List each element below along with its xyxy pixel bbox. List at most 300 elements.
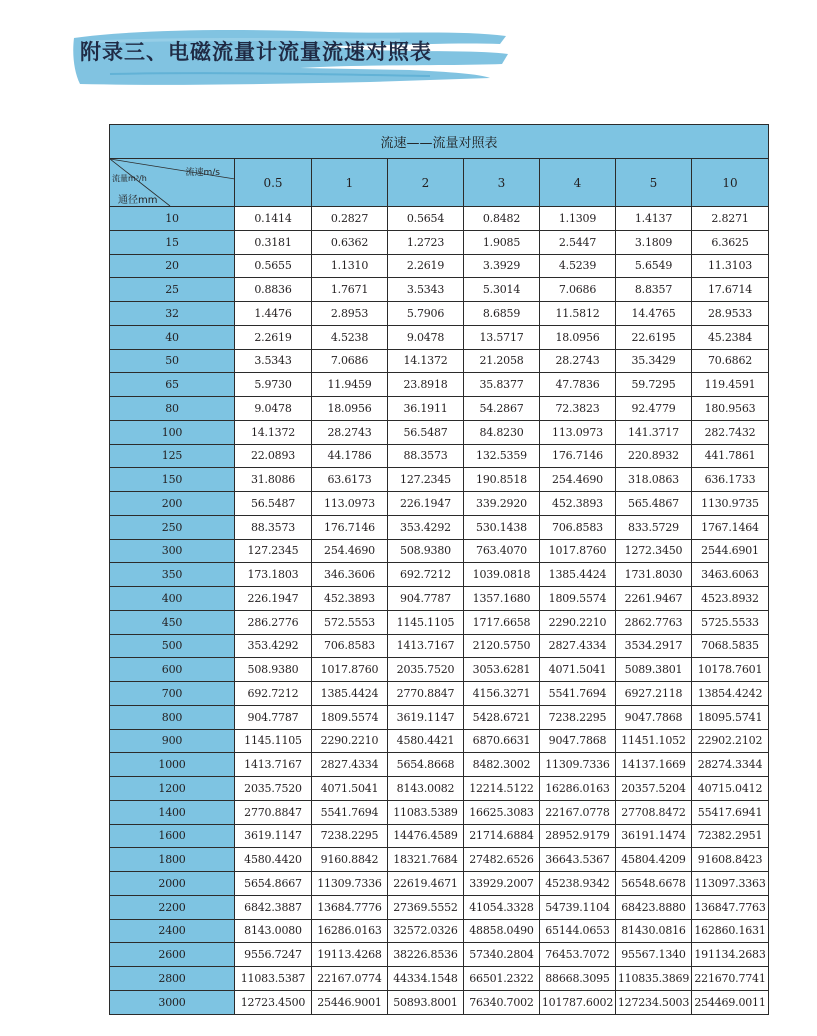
flow-value-cell: 25446.9001: [312, 990, 388, 1014]
flow-value-cell: 8.8357: [616, 278, 692, 302]
flow-value-cell: 18321.7684: [388, 848, 464, 872]
table-row: [110, 705, 769, 729]
flow-value-cell: 95567.1340: [616, 943, 692, 967]
flow-value-cell: 84.8230: [464, 420, 540, 444]
flow-value-cell: 16286.0163: [312, 919, 388, 943]
flow-value-cell: 904.7787: [388, 587, 464, 611]
flow-value-cell: 22167.0774: [312, 967, 388, 991]
flow-velocity-table: [109, 124, 769, 1015]
flow-value-cell: 3534.2917: [616, 634, 692, 658]
flow-value-cell: 1.9085: [464, 230, 540, 254]
flow-value-cell: 88668.3095: [540, 967, 616, 991]
flow-value-cell: 11083.5389: [388, 800, 464, 824]
table-row: [110, 634, 769, 658]
diameter-cell: 50: [110, 349, 235, 373]
flow-value-cell: 1.2723: [388, 230, 464, 254]
flow-value-cell: 63.6173: [312, 468, 388, 492]
flow-value-cell: 21.2058: [464, 349, 540, 373]
flow-value-cell: 1.4476: [235, 302, 312, 326]
flow-value-cell: 2770.8847: [235, 800, 312, 824]
flow-value-cell: 41054.3328: [464, 895, 540, 919]
diameter-cell: 1000: [110, 753, 235, 777]
flow-value-cell: 5.9730: [235, 373, 312, 397]
diameter-cell: 600: [110, 658, 235, 682]
flow-value-cell: 9047.7868: [540, 729, 616, 753]
flow-value-cell: 5.7906: [388, 302, 464, 326]
table-row: [110, 777, 769, 801]
flow-value-cell: 508.9380: [388, 539, 464, 563]
flow-value-cell: 508.9380: [235, 658, 312, 682]
table-row: [110, 824, 769, 848]
flow-value-cell: 44.1786: [312, 444, 388, 468]
flow-value-cell: 56.5487: [388, 420, 464, 444]
corner-diameter-label: 通径mm: [118, 195, 158, 206]
flow-value-cell: 136847.7763: [692, 895, 769, 919]
flow-value-cell: 226.1947: [235, 587, 312, 611]
flow-value-cell: 14137.1669: [616, 753, 692, 777]
diameter-cell: 800: [110, 705, 235, 729]
diameter-cell: 350: [110, 563, 235, 587]
flow-value-cell: 21714.6884: [464, 824, 540, 848]
flow-value-cell: 54739.1104: [540, 895, 616, 919]
table-row: [110, 990, 769, 1014]
flow-value-cell: 18095.5741: [692, 705, 769, 729]
flow-value-cell: 88.3573: [388, 444, 464, 468]
table-row: [110, 872, 769, 896]
flow-value-cell: 27708.8472: [616, 800, 692, 824]
flow-value-cell: 1809.5574: [540, 587, 616, 611]
flow-value-cell: 113.0973: [540, 420, 616, 444]
flow-value-cell: 65144.0653: [540, 919, 616, 943]
flow-value-cell: 113.0973: [312, 492, 388, 516]
diameter-cell: 1600: [110, 824, 235, 848]
flow-value-cell: 35.8377: [464, 373, 540, 397]
flow-value-cell: 14.4765: [616, 302, 692, 326]
flow-value-cell: 7068.5835: [692, 634, 769, 658]
flow-value-cell: 692.7212: [388, 563, 464, 587]
flow-value-cell: 19113.4268: [312, 943, 388, 967]
flow-value-cell: 339.2920: [464, 492, 540, 516]
table-row: [110, 919, 769, 943]
diameter-cell: 300: [110, 539, 235, 563]
diameter-cell: 15: [110, 230, 235, 254]
table-row: [110, 682, 769, 706]
flow-value-cell: 0.8836: [235, 278, 312, 302]
flow-value-cell: 0.5655: [235, 254, 312, 278]
flow-value-cell: 22902.2102: [692, 729, 769, 753]
flow-value-cell: 45.2384: [692, 325, 769, 349]
flow-value-cell: 70.6862: [692, 349, 769, 373]
flow-value-cell: 1357.1680: [464, 587, 540, 611]
flow-value-cell: 1.1310: [312, 254, 388, 278]
flow-value-cell: 226.1947: [388, 492, 464, 516]
flow-value-cell: 13854.4242: [692, 682, 769, 706]
table-row: [110, 563, 769, 587]
flow-value-cell: 692.7212: [235, 682, 312, 706]
flow-value-cell: 35.3429: [616, 349, 692, 373]
flow-value-cell: 127234.5003: [616, 990, 692, 1014]
flow-value-cell: 441.7861: [692, 444, 769, 468]
flow-value-cell: 47.7836: [540, 373, 616, 397]
flow-value-cell: 4523.8932: [692, 587, 769, 611]
flow-value-cell: 18.0956: [312, 397, 388, 421]
flow-value-cell: 7.0686: [540, 278, 616, 302]
diameter-cell: 450: [110, 610, 235, 634]
flow-value-cell: 8.6859: [464, 302, 540, 326]
flow-value-cell: 318.0863: [616, 468, 692, 492]
flow-value-cell: 3.5343: [235, 349, 312, 373]
flow-value-cell: 1809.5574: [312, 705, 388, 729]
flow-value-cell: 6870.6631: [464, 729, 540, 753]
page-title: 附录三、电磁流量计流量流速对照表: [80, 40, 432, 64]
flow-value-cell: 11.9459: [312, 373, 388, 397]
table-row: [110, 492, 769, 516]
flow-value-cell: 8482.3002: [464, 753, 540, 777]
diameter-cell: 32: [110, 302, 235, 326]
table-row: [110, 943, 769, 967]
speed-header-cell: 4: [540, 159, 616, 207]
flow-value-cell: 11451.1052: [616, 729, 692, 753]
flow-value-cell: 833.5729: [616, 515, 692, 539]
flow-value-cell: 59.7295: [616, 373, 692, 397]
flow-value-cell: 1731.8030: [616, 563, 692, 587]
speed-header-cell: 2: [388, 159, 464, 207]
flow-value-cell: 2827.4334: [312, 753, 388, 777]
flow-value-cell: 1385.4424: [540, 563, 616, 587]
diameter-cell: 400: [110, 587, 235, 611]
flow-value-cell: 12723.4500: [235, 990, 312, 1014]
flow-value-cell: 1130.9735: [692, 492, 769, 516]
diameter-cell: 2200: [110, 895, 235, 919]
corner-flow-label: 流量m³/h: [112, 174, 147, 183]
flow-value-cell: 101787.6002: [540, 990, 616, 1014]
flow-value-cell: 1017.8760: [312, 658, 388, 682]
table-row: [110, 587, 769, 611]
flow-value-cell: 2.2619: [388, 254, 464, 278]
flow-value-cell: 28.2743: [540, 349, 616, 373]
flow-value-cell: 5428.6721: [464, 705, 540, 729]
flow-value-cell: 11083.5387: [235, 967, 312, 991]
table-row: [110, 397, 769, 421]
table-row: [110, 895, 769, 919]
flow-value-cell: 4580.4420: [235, 848, 312, 872]
diameter-cell: 1800: [110, 848, 235, 872]
flow-value-cell: 54.2867: [464, 397, 540, 421]
flow-value-cell: 56.5487: [235, 492, 312, 516]
table-row: [110, 373, 769, 397]
speed-header-cell: 5: [616, 159, 692, 207]
flow-value-cell: 23.8918: [388, 373, 464, 397]
flow-value-cell: 36191.1474: [616, 824, 692, 848]
flow-value-cell: 1717.6658: [464, 610, 540, 634]
diameter-cell: 20: [110, 254, 235, 278]
flow-value-cell: 113097.3363: [692, 872, 769, 896]
flow-value-cell: 254.4690: [312, 539, 388, 563]
flow-value-cell: 40715.0412: [692, 777, 769, 801]
flow-value-cell: 176.7146: [312, 515, 388, 539]
diameter-cell: 2600: [110, 943, 235, 967]
flow-value-cell: 14.1372: [235, 420, 312, 444]
flow-value-cell: 22.6195: [616, 325, 692, 349]
flow-value-cell: 2035.7520: [388, 658, 464, 682]
flow-value-cell: 16286.0163: [540, 777, 616, 801]
table-row: [110, 610, 769, 634]
flow-value-cell: 2.2619: [235, 325, 312, 349]
flow-value-cell: 22619.4671: [388, 872, 464, 896]
table-row: [110, 848, 769, 872]
flow-value-cell: 7238.2295: [540, 705, 616, 729]
flow-value-cell: 763.4070: [464, 539, 540, 563]
flow-value-cell: 3.1809: [616, 230, 692, 254]
table-row: [110, 729, 769, 753]
flow-value-cell: 3.3929: [464, 254, 540, 278]
flow-value-cell: 11309.7336: [312, 872, 388, 896]
flow-value-cell: 66501.2322: [464, 967, 540, 991]
speed-header-cell: 1: [312, 159, 388, 207]
flow-value-cell: 173.1803: [235, 563, 312, 587]
flow-value-cell: 127.2345: [235, 539, 312, 563]
flow-value-cell: 1145.1105: [235, 729, 312, 753]
flow-value-cell: 2862.7763: [616, 610, 692, 634]
flow-value-cell: 1145.1105: [388, 610, 464, 634]
flow-value-cell: 119.4591: [692, 373, 769, 397]
flow-value-cell: 4580.4421: [388, 729, 464, 753]
flow-value-cell: 33929.2007: [464, 872, 540, 896]
flow-value-cell: 452.3893: [540, 492, 616, 516]
flow-value-cell: 1.7671: [312, 278, 388, 302]
table-row: [110, 349, 769, 373]
flow-value-cell: 0.5654: [388, 207, 464, 231]
flow-value-cell: 282.7432: [692, 420, 769, 444]
flow-value-cell: 81430.0816: [616, 919, 692, 943]
speed-header-cell: 0.5: [235, 159, 312, 207]
flow-value-cell: 72.3823: [540, 397, 616, 421]
flow-value-cell: 12214.5122: [464, 777, 540, 801]
flow-value-cell: 2035.7520: [235, 777, 312, 801]
flow-value-cell: 68423.8880: [616, 895, 692, 919]
flow-value-cell: 9556.7247: [235, 943, 312, 967]
flow-value-cell: 706.8583: [540, 515, 616, 539]
flow-value-cell: 31.8086: [235, 468, 312, 492]
table-row: [110, 967, 769, 991]
flow-value-cell: 18.0956: [540, 325, 616, 349]
corner-speed-label: 流速m/s: [185, 168, 220, 178]
flow-value-cell: 1017.8760: [540, 539, 616, 563]
diameter-cell: 200: [110, 492, 235, 516]
table-row: [110, 278, 769, 302]
flow-value-cell: 5541.7694: [540, 682, 616, 706]
flow-value-cell: 3.5343: [388, 278, 464, 302]
flow-value-cell: 110835.3869: [616, 967, 692, 991]
flow-value-cell: 7.0686: [312, 349, 388, 373]
flow-value-cell: 6927.2118: [616, 682, 692, 706]
flow-value-cell: 28.2743: [312, 420, 388, 444]
flow-value-cell: 2120.5750: [464, 634, 540, 658]
flow-value-cell: 76340.7002: [464, 990, 540, 1014]
flow-value-cell: 13.5717: [464, 325, 540, 349]
flow-value-cell: 1385.4424: [312, 682, 388, 706]
flow-value-cell: 6842.3887: [235, 895, 312, 919]
speed-header-row: [110, 159, 769, 207]
table-row: [110, 468, 769, 492]
flow-value-cell: 11.5812: [540, 302, 616, 326]
flow-value-cell: 4071.5041: [540, 658, 616, 682]
flow-value-cell: 254469.0011: [692, 990, 769, 1014]
diameter-cell: 900: [110, 729, 235, 753]
flow-value-cell: 565.4867: [616, 492, 692, 516]
flow-value-cell: 44334.1548: [388, 967, 464, 991]
speed-header-cell: 10: [692, 159, 769, 207]
flow-value-cell: 55417.6941: [692, 800, 769, 824]
flow-value-cell: 2.8953: [312, 302, 388, 326]
table-row: [110, 207, 769, 231]
flow-value-cell: 180.9563: [692, 397, 769, 421]
flow-value-cell: 452.3893: [312, 587, 388, 611]
flow-value-cell: 221670.7741: [692, 967, 769, 991]
table-row: [110, 230, 769, 254]
flow-value-cell: 162860.1631: [692, 919, 769, 943]
flow-value-cell: 0.6362: [312, 230, 388, 254]
flow-value-cell: 20357.5204: [616, 777, 692, 801]
flow-value-cell: 0.2827: [312, 207, 388, 231]
flow-value-cell: 13684.7776: [312, 895, 388, 919]
table-row: [110, 254, 769, 278]
flow-value-cell: 191134.2683: [692, 943, 769, 967]
flow-value-cell: 0.8482: [464, 207, 540, 231]
diameter-cell: 25: [110, 278, 235, 302]
table-row: [110, 444, 769, 468]
table-row: [110, 515, 769, 539]
flow-value-cell: 88.3573: [235, 515, 312, 539]
flow-value-cell: 5541.7694: [312, 800, 388, 824]
flow-value-cell: 0.1414: [235, 207, 312, 231]
flow-value-cell: 16625.3083: [464, 800, 540, 824]
flow-value-cell: 1039.0818: [464, 563, 540, 587]
flow-value-cell: 45238.9342: [540, 872, 616, 896]
flow-value-cell: 572.5553: [312, 610, 388, 634]
flow-value-cell: 6.3625: [692, 230, 769, 254]
flow-value-cell: 190.8518: [464, 468, 540, 492]
flow-value-cell: 1413.7167: [235, 753, 312, 777]
table-row: [110, 800, 769, 824]
flow-value-cell: 10178.7601: [692, 658, 769, 682]
table-caption: 流速——流量对照表: [110, 125, 769, 159]
flow-value-cell: 8143.0080: [235, 919, 312, 943]
table-row: [110, 539, 769, 563]
flow-value-cell: 3053.6281: [464, 658, 540, 682]
diameter-cell: 700: [110, 682, 235, 706]
table-row: [110, 753, 769, 777]
flow-value-cell: 5654.8667: [235, 872, 312, 896]
flow-value-cell: 9047.7868: [616, 705, 692, 729]
flow-value-cell: 56548.6678: [616, 872, 692, 896]
flow-value-cell: 5.3014: [464, 278, 540, 302]
diameter-cell: 100: [110, 420, 235, 444]
flow-value-cell: 27369.5552: [388, 895, 464, 919]
speed-header-cell: 3: [464, 159, 540, 207]
flow-value-cell: 5654.8668: [388, 753, 464, 777]
flow-value-cell: 2290.2210: [312, 729, 388, 753]
flow-value-cell: 3619.1147: [235, 824, 312, 848]
flow-value-cell: 22.0893: [235, 444, 312, 468]
diameter-cell: 250: [110, 515, 235, 539]
flow-value-cell: 36.1911: [388, 397, 464, 421]
flow-value-cell: 45804.4209: [616, 848, 692, 872]
table-row: [110, 302, 769, 326]
diameter-cell: 3000: [110, 990, 235, 1014]
flow-value-cell: 28.9533: [692, 302, 769, 326]
diameter-cell: 150: [110, 468, 235, 492]
diameter-cell: 125: [110, 444, 235, 468]
flow-value-cell: 2827.4334: [540, 634, 616, 658]
flow-value-cell: 28952.9179: [540, 824, 616, 848]
flow-value-cell: 57340.2804: [464, 943, 540, 967]
table-row: [110, 420, 769, 444]
flow-value-cell: 14476.4589: [388, 824, 464, 848]
diameter-cell: 1400: [110, 800, 235, 824]
diameter-cell: 2400: [110, 919, 235, 943]
flow-value-cell: 2261.9467: [616, 587, 692, 611]
flow-value-cell: 7238.2295: [312, 824, 388, 848]
flow-value-cell: 28274.3344: [692, 753, 769, 777]
flow-value-cell: 3463.6063: [692, 563, 769, 587]
flow-value-cell: 353.4292: [235, 634, 312, 658]
flow-value-cell: 91608.8423: [692, 848, 769, 872]
flow-value-cell: 2.8271: [692, 207, 769, 231]
flow-value-cell: 132.5359: [464, 444, 540, 468]
diameter-cell: 500: [110, 634, 235, 658]
flow-value-cell: 36643.5367: [540, 848, 616, 872]
flow-value-cell: 3619.1147: [388, 705, 464, 729]
flow-value-cell: 22167.0778: [540, 800, 616, 824]
flow-value-cell: 2544.6901: [692, 539, 769, 563]
flow-value-cell: 4.5238: [312, 325, 388, 349]
flow-value-cell: 14.1372: [388, 349, 464, 373]
flow-value-cell: 4.5239: [540, 254, 616, 278]
flow-value-cell: 1.4137: [616, 207, 692, 231]
flow-value-cell: 2290.2210: [540, 610, 616, 634]
flow-value-cell: 5089.3801: [616, 658, 692, 682]
flow-value-cell: 2.5447: [540, 230, 616, 254]
flow-value-cell: 38226.8536: [388, 943, 464, 967]
diameter-cell: 65: [110, 373, 235, 397]
flow-value-cell: 9.0478: [388, 325, 464, 349]
flow-value-cell: 76453.7072: [540, 943, 616, 967]
diameter-cell: 10: [110, 207, 235, 231]
flow-value-cell: 706.8583: [312, 634, 388, 658]
diameter-cell: 80: [110, 397, 235, 421]
diameter-cell: 2000: [110, 872, 235, 896]
flow-value-cell: 4156.3271: [464, 682, 540, 706]
diameter-cell: 2800: [110, 967, 235, 991]
flow-value-cell: 353.4292: [388, 515, 464, 539]
flow-value-cell: 127.2345: [388, 468, 464, 492]
flow-value-cell: 5.6549: [616, 254, 692, 278]
flow-value-cell: 220.8932: [616, 444, 692, 468]
flow-value-cell: 4071.5041: [312, 777, 388, 801]
flow-value-cell: 5725.5533: [692, 610, 769, 634]
flow-value-cell: 530.1438: [464, 515, 540, 539]
flow-value-cell: 346.3606: [312, 563, 388, 587]
corner-header-cell: [110, 159, 235, 207]
flow-value-cell: 141.3717: [616, 420, 692, 444]
flow-value-cell: 72382.2951: [692, 824, 769, 848]
flow-value-cell: 904.7787: [235, 705, 312, 729]
flow-value-cell: 254.4690: [540, 468, 616, 492]
flow-value-cell: 0.3181: [235, 230, 312, 254]
flow-value-cell: 1767.1464: [692, 515, 769, 539]
table-row: [110, 658, 769, 682]
